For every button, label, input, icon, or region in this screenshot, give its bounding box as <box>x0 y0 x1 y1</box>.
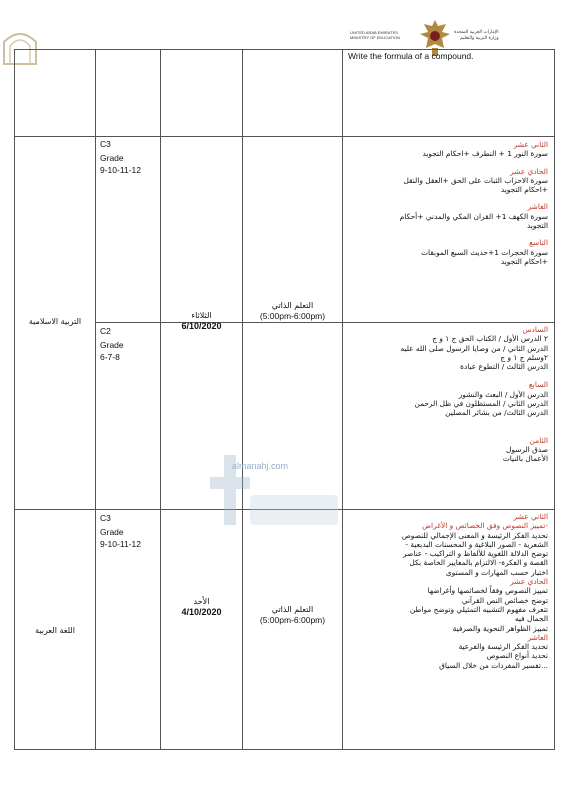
block-grade9: التاسع سورة الحجرات 1+حديث السبع الموبقات +احكام التجويد <box>421 238 548 266</box>
arabic-day-date: الأحد 4/10/2020 <box>181 597 222 618</box>
block-grade8: الثامن صدق الرسول الأعمال بالنيات <box>502 435 548 464</box>
watermark-text: almanahj.com <box>232 461 289 471</box>
islamic-subject: التربية الاسلامية <box>28 317 82 326</box>
row0-content: Write the formula of a compound. <box>348 51 474 61</box>
block-grade7: السابع الدرس الأول / البعث والنشور الدرس الثاني / المستظلون في ظل الرحمن الدرس الثالث/ من بشائر المصلين <box>414 380 548 418</box>
arabic-mode-time: التعلم الذاتي (5:00pm-6:00pm) <box>259 605 326 626</box>
islamic-c3-content <box>345 140 548 266</box>
block-grade11: الحادي عشر سورة الاحزاب الثبات على الحق +العقل والنقل +احكام التجويد <box>403 166 548 195</box>
islamic-mode-time: التعلم الذاتي (5:00pm-6:00pm) <box>259 301 326 322</box>
block-ar-grade10: العاشر تحديد الفكر الرئيسة والفرعية تحديد أنواع النصوص ...تفسير المفردات من خلال السياق <box>439 632 548 670</box>
block-grade12: الثاني عشر سورة النور 1 + النطرف +احكام التجويد <box>422 140 548 159</box>
ministry-name-en: UNITED ARAB EMIRATES MINISTRY OF EDUCATION <box>350 30 401 40</box>
islamic-c3-grade: C3 Grade 9-10-11-12 <box>100 139 141 175</box>
block-ar-grade12: الثاني عشر -تمييز النصوص وفق الخصائص و الأغراض تحديد الفكر الرئيسة و المعنى الإجمالي للنصوص الشعرية - الصور البلاغية و المحسنات البديعية - توضح الدلالة اللغوية للألفاظ و التراكيب - عناصر القصة و الفكرة- الالتزام بالمعايير الخاصة بكل اختبار حسب المهارات و المستوى <box>401 512 548 577</box>
islamic-c2-content <box>345 325 548 464</box>
schedule-table <box>14 49 555 750</box>
block-grade6: السادس ٢ الدرس الأول / الكتاب الحق ج ١ و ج الدرس الثاني / من وصايا الرسول صلى الله عليه ٢وسلم ج ١ و ج الدرس الثالث / التطوع عبادة <box>400 325 548 372</box>
block-grade10: العاشر سورة الكهف 1+ القران المكي والمدني +أحكام التجويد <box>399 202 548 231</box>
block-ar-grade11: الحادي عشر تمييز النصوص وفقاً لخصائصها وأغراضها توضح خصائص النص القرآني تتعرف مفهوم التشبيه التمثيلي وتوضح مواطن الجمال فيه تمييز الظواهر النحوية والصرفية <box>409 577 548 633</box>
ministry-name-ar: الإمارات العربية المتحدة وزارة التربية والتعليم <box>454 30 499 41</box>
islamic-day-date: الثلاثاء 6/10/2020 <box>181 311 222 332</box>
arabic-c3-grade: C3 Grade 9-10-11-12 <box>100 513 141 549</box>
arabic-subject: اللغة العربية <box>35 626 75 635</box>
arabic-content <box>345 512 548 670</box>
islamic-c2-grade: C2 Grade 6-7-8 <box>100 326 124 362</box>
